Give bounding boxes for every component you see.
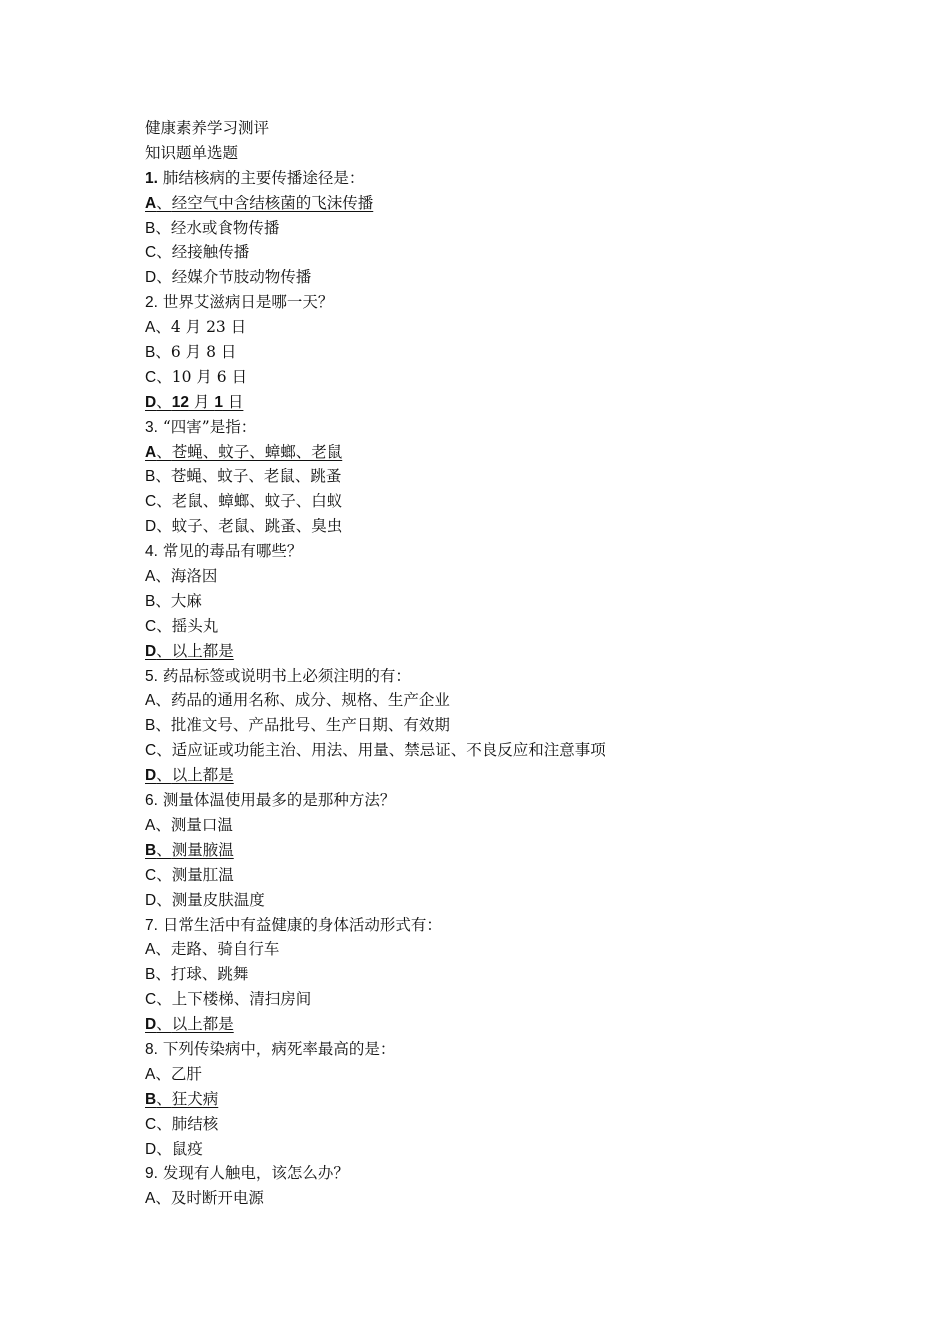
option-letter: B <box>145 717 156 735</box>
option-letter: C <box>145 368 157 386</box>
option-letter: B <box>145 219 156 237</box>
option-a <box>145 191 905 216</box>
option-separator: 、 <box>156 1089 172 1108</box>
option-letter: C <box>145 244 157 262</box>
option-separator: 、 <box>156 492 172 511</box>
option-separator: 、 <box>155 218 171 237</box>
option-separator: 、 <box>156 890 172 909</box>
question-text: 发现有人触电，该怎么办？ <box>157 1164 349 1183</box>
question-4 <box>145 539 905 564</box>
option-text: 批准文号、产品批号、生产日期、有效期 <box>170 716 450 735</box>
option-b <box>145 962 905 987</box>
option-d <box>145 763 905 788</box>
option-separator: 、 <box>156 766 172 785</box>
option-d <box>145 888 905 913</box>
option-content <box>145 592 202 610</box>
option-separator: 、 <box>156 243 172 262</box>
option-letter: C <box>145 617 157 635</box>
option-text: 4 月 23 日 <box>170 318 247 337</box>
option-a <box>145 1186 905 1211</box>
option-content <box>145 617 218 635</box>
option-separator: 、 <box>156 865 172 884</box>
option-b <box>145 713 905 738</box>
option-text: 以上都是 <box>171 641 234 660</box>
option-content <box>145 816 233 834</box>
text-fragment: 月 <box>188 392 215 411</box>
answer-option <box>145 443 342 461</box>
option-content <box>145 243 249 261</box>
option-letter: D <box>145 1016 157 1034</box>
question-text: 常见的毒品有哪些？ <box>157 542 303 561</box>
option-separator: 、 <box>155 591 171 610</box>
option-letter: A <box>145 692 156 710</box>
option-separator: 、 <box>155 965 171 984</box>
option-separator: 、 <box>155 815 171 834</box>
option-a <box>145 440 905 465</box>
option-text: 以上都是 <box>171 1015 234 1034</box>
option-text: 测量口温 <box>170 815 233 834</box>
question-5 <box>145 664 905 689</box>
option-content <box>145 219 279 237</box>
answer-option <box>145 841 234 859</box>
question-number: 2. <box>145 294 158 312</box>
option-text: 老鼠、蟑螂、蚊子、白蚁 <box>171 492 343 511</box>
option-c <box>145 987 905 1012</box>
option-d <box>145 639 905 664</box>
option-content <box>145 567 217 585</box>
option-text: 苍蝇、蚊子、老鼠、跳蚤 <box>170 467 342 486</box>
option-text <box>172 393 244 411</box>
question-3 <box>145 415 905 440</box>
question-text: 测量体温使用最多的是那种方法？ <box>157 791 396 810</box>
question-number: 8. <box>145 1040 158 1058</box>
option-letter: B <box>145 592 156 610</box>
document-title: 健康素养学习测评 <box>145 119 270 137</box>
option-separator: 、 <box>155 691 171 710</box>
option-letter: A <box>145 1190 156 1208</box>
question-number: 3. <box>145 418 158 436</box>
question-9 <box>145 1161 905 1186</box>
question-number: 5. <box>145 667 158 685</box>
option-c <box>145 738 905 763</box>
option-text: 以上都是 <box>171 766 234 785</box>
question-number: 9. <box>145 1165 158 1183</box>
option-content <box>145 990 311 1008</box>
question-6 <box>145 788 905 813</box>
option-text: 肺结核 <box>171 1114 219 1133</box>
answer-option <box>145 194 373 212</box>
option-text: 走路、骑自行车 <box>170 940 280 959</box>
option-d <box>145 1012 905 1037</box>
option-text: 鼠疫 <box>171 1139 203 1158</box>
option-separator: 、 <box>155 343 171 362</box>
option-c <box>145 614 905 639</box>
option-text: 海洛因 <box>170 567 218 586</box>
question-text: 日常生活中有益健康的身体活动形式有： <box>157 915 442 934</box>
option-separator: 、 <box>156 392 172 411</box>
option-separator: 、 <box>156 517 172 536</box>
section-heading: 知识题单选题 <box>145 143 239 162</box>
option-content <box>145 368 247 386</box>
option-separator: 、 <box>155 318 171 337</box>
answer-option <box>145 1015 234 1033</box>
option-separator: 、 <box>156 990 172 1009</box>
option-content <box>145 691 450 709</box>
option-letter: A <box>145 816 156 834</box>
option-separator: 、 <box>156 193 172 212</box>
bold-numeral: 1 <box>214 393 223 411</box>
document-page <box>145 116 905 1211</box>
option-separator: 、 <box>155 467 171 486</box>
question-7 <box>145 913 905 938</box>
option-d <box>145 514 905 539</box>
option-separator: 、 <box>155 716 171 735</box>
option-b <box>145 589 905 614</box>
option-letter: B <box>145 841 157 859</box>
option-text: 苍蝇、蚊子、蟑螂、老鼠 <box>171 442 343 461</box>
answer-option <box>145 766 234 784</box>
answer-option <box>145 1090 218 1108</box>
option-content <box>145 467 341 485</box>
option-letter: D <box>145 269 157 287</box>
option-content <box>145 1189 264 1207</box>
option-letter: A <box>145 443 157 461</box>
option-text: 经接触传播 <box>171 243 250 262</box>
option-content <box>145 866 234 884</box>
option-separator: 、 <box>156 741 172 760</box>
option-text: 乙肝 <box>170 1064 202 1083</box>
option-text: 蚊子、老鼠、跳蚤、臭虫 <box>171 517 343 536</box>
option-letter: D <box>145 1140 157 1158</box>
option-letter: C <box>145 991 157 1009</box>
option-text: 经媒介节肢动物传播 <box>171 268 312 287</box>
option-separator: 、 <box>156 616 172 635</box>
option-c <box>145 1112 905 1137</box>
question-list <box>145 166 905 1211</box>
option-letter: C <box>145 1115 157 1133</box>
option-text: 及时断开电源 <box>170 1189 264 1208</box>
question-2 <box>145 290 905 315</box>
option-separator: 、 <box>156 840 172 859</box>
option-content <box>145 741 606 759</box>
option-a <box>145 315 905 340</box>
option-separator: 、 <box>156 1015 172 1034</box>
option-text: 10 月 6 日 <box>171 367 248 386</box>
option-b <box>145 838 905 863</box>
question-number: 1. <box>145 169 158 187</box>
option-content <box>145 716 450 734</box>
option-separator: 、 <box>156 442 172 461</box>
option-letter: C <box>145 866 157 884</box>
text-fragment: 日 <box>222 392 244 411</box>
option-b <box>145 464 905 489</box>
option-letter: B <box>145 468 156 486</box>
option-letter: C <box>145 493 157 511</box>
option-c <box>145 489 905 514</box>
option-text: 测量腋温 <box>171 840 234 859</box>
option-separator: 、 <box>155 1064 171 1083</box>
option-letter: D <box>145 891 157 909</box>
option-text: 药品的通用名称、成分、规格、生产企业 <box>170 691 450 710</box>
question-number: 4. <box>145 543 158 561</box>
question-text: 肺结核病的主要传播途径是： <box>157 168 365 187</box>
option-a <box>145 1062 905 1087</box>
option-content <box>145 318 246 336</box>
option-letter: A <box>145 194 157 212</box>
option-content <box>145 1065 202 1083</box>
option-letter: D <box>145 393 157 411</box>
option-d <box>145 390 905 415</box>
option-b <box>145 340 905 365</box>
option-a <box>145 813 905 838</box>
option-separator: 、 <box>156 641 172 660</box>
option-separator: 、 <box>155 1189 171 1208</box>
question-text: 下列传染病中，病死率最高的是： <box>157 1039 396 1058</box>
option-d <box>145 265 905 290</box>
question-text: 世界艾滋病日是哪一天？ <box>157 293 334 312</box>
option-letter: D <box>145 767 157 785</box>
option-text: 经水或食物传播 <box>170 218 280 237</box>
question-number: 6. <box>145 792 158 810</box>
question-text: “四害”是指： <box>157 417 257 436</box>
option-content <box>145 517 342 535</box>
option-letter: A <box>145 319 156 337</box>
option-separator: 、 <box>155 940 171 959</box>
option-separator: 、 <box>156 1139 172 1158</box>
option-content <box>145 965 248 983</box>
option-separator: 、 <box>155 567 171 586</box>
option-content <box>145 492 342 510</box>
option-a <box>145 937 905 962</box>
option-text: 狂犬病 <box>171 1089 219 1108</box>
option-letter: C <box>145 742 157 760</box>
option-separator: 、 <box>156 367 172 386</box>
option-c <box>145 240 905 265</box>
bold-numeral: 12 <box>171 393 189 411</box>
option-text: 打球、跳舞 <box>170 965 249 984</box>
option-content <box>145 940 279 958</box>
question-number: 7. <box>145 916 158 934</box>
question-1 <box>145 166 905 191</box>
option-separator: 、 <box>156 1114 172 1133</box>
answer-option <box>145 393 243 411</box>
option-text: 适应证或功能主治、用法、用量、禁忌证、不良反应和注意事项 <box>171 741 606 760</box>
option-b <box>145 216 905 241</box>
option-content <box>145 268 311 286</box>
answer-option <box>145 642 234 660</box>
option-a <box>145 688 905 713</box>
option-c <box>145 365 905 390</box>
option-text: 上下楼梯、清扫房间 <box>171 990 312 1009</box>
option-letter: B <box>145 1090 157 1108</box>
option-letter: D <box>145 642 157 660</box>
question-8 <box>145 1037 905 1062</box>
option-letter: B <box>145 966 156 984</box>
option-text: 大麻 <box>170 591 202 610</box>
option-c <box>145 863 905 888</box>
option-content <box>145 343 236 361</box>
option-d <box>145 1137 905 1162</box>
option-letter: A <box>145 1065 156 1083</box>
option-text: 经空气中含结核菌的飞沫传播 <box>171 193 374 212</box>
option-letter: A <box>145 568 156 586</box>
option-text: 摇头丸 <box>171 616 219 635</box>
option-text: 测量皮肤温度 <box>171 890 265 909</box>
option-a <box>145 564 905 589</box>
option-separator: 、 <box>156 268 172 287</box>
option-letter: D <box>145 518 157 536</box>
option-text: 测量肛温 <box>171 865 234 884</box>
option-content <box>145 1115 218 1133</box>
option-b <box>145 1087 905 1112</box>
option-content <box>145 891 265 909</box>
option-text: 6 月 8 日 <box>170 343 237 362</box>
option-letter: B <box>145 344 156 362</box>
option-content <box>145 1140 203 1158</box>
question-text: 药品标签或说明书上必须注明的有： <box>157 666 411 685</box>
option-letter: A <box>145 941 156 959</box>
